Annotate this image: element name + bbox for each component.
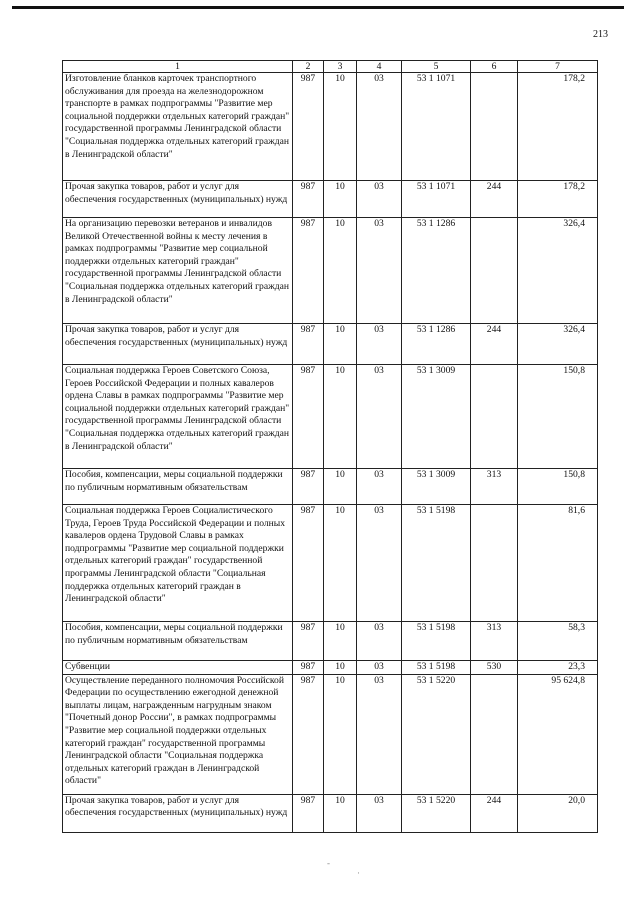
- table-row: [63, 794, 598, 832]
- code-cell-2: 987: [293, 324, 324, 365]
- item-description: Социальная поддержка Героев Социалистического Труда, Героев Труда Российской Федерации и полных кавалеров ордена Трудовой Славы в рамках подпрограммы "Развитие мер социальной поддержки отдельных категорий граждан" государственной программы Ленинградской области "Социальная поддержка отдельных категорий граждан в Ленинградской области": [63, 505, 293, 622]
- amount-cell: 58,3: [518, 622, 598, 661]
- code-cell-6: 244: [471, 324, 518, 365]
- code-cell-4: 03: [357, 365, 402, 469]
- code-cell-5: 53 1 1286: [402, 218, 471, 324]
- code-cell-5: 53 1 5220: [402, 674, 471, 794]
- code-cell-3: 10: [324, 674, 357, 794]
- code-cell-6: 313: [471, 469, 518, 505]
- header-cell: 7: [518, 61, 598, 73]
- item-description: Прочая закупка товаров, работ и услуг для обеспечения государственных (муниципальных) нужд: [63, 794, 293, 832]
- amount-cell: 178,2: [518, 73, 598, 181]
- code-cell-6: 244: [471, 181, 518, 218]
- code-cell-2: 987: [293, 73, 324, 181]
- budget-table: [62, 60, 598, 833]
- header-cell: 4: [357, 61, 402, 73]
- top-rule: [12, 6, 624, 9]
- table-row: [63, 469, 598, 505]
- code-cell-3: 10: [324, 469, 357, 505]
- table-row: [63, 218, 598, 324]
- code-cell-6: 530: [471, 661, 518, 675]
- code-cell-3: 10: [324, 181, 357, 218]
- code-cell-2: 987: [293, 365, 324, 469]
- amount-cell: 23,3: [518, 661, 598, 675]
- code-cell-2: 987: [293, 674, 324, 794]
- code-cell-5: 53 1 3009: [402, 365, 471, 469]
- code-cell-5: 53 1 5198: [402, 622, 471, 661]
- page-number: 213: [593, 29, 608, 40]
- table-row: [63, 324, 598, 365]
- table-row: [63, 73, 598, 181]
- amount-cell: 150,8: [518, 469, 598, 505]
- code-cell-2: 987: [293, 622, 324, 661]
- code-cell-4: 03: [357, 181, 402, 218]
- code-cell-6: 244: [471, 794, 518, 832]
- amount-cell: 326,4: [518, 324, 598, 365]
- code-cell-2: 987: [293, 218, 324, 324]
- code-cell-3: 10: [324, 505, 357, 622]
- item-description: Субвенции: [63, 661, 293, 675]
- code-cell-6: [471, 218, 518, 324]
- code-cell-3: 10: [324, 324, 357, 365]
- item-description: Пособия, компенсации, меры социальной поддержки по публичным нормативным обязательствам: [63, 622, 293, 661]
- code-cell-4: 03: [357, 622, 402, 661]
- amount-cell: 150,8: [518, 365, 598, 469]
- code-cell-5: 53 1 1071: [402, 181, 471, 218]
- code-cell-6: [471, 505, 518, 622]
- code-cell-4: 03: [357, 661, 402, 675]
- table-row: [63, 674, 598, 794]
- code-cell-3: 10: [324, 661, 357, 675]
- header-cell: 3: [324, 61, 357, 73]
- code-cell-6: [471, 674, 518, 794]
- header-cell: 2: [293, 61, 324, 73]
- amount-cell: 326,4: [518, 218, 598, 324]
- code-cell-2: 987: [293, 661, 324, 675]
- code-cell-4: 03: [357, 505, 402, 622]
- scan-mark: ‐: [327, 858, 330, 868]
- header-cell: 1: [63, 61, 293, 73]
- code-cell-4: 03: [357, 794, 402, 832]
- code-cell-5: 53 1 5198: [402, 661, 471, 675]
- code-cell-3: 10: [324, 73, 357, 181]
- code-cell-2: 987: [293, 505, 324, 622]
- header-cell: 5: [402, 61, 471, 73]
- code-cell-5: 53 1 5198: [402, 505, 471, 622]
- header-row: [63, 61, 598, 73]
- header-cell: 6: [471, 61, 518, 73]
- item-description: Осуществление переданного полномочия Российской Федерации по осуществлению ежегодной денежной выплаты лицам, награжденным нагрудным знаком "Почетный донор России", в рамках подпрограммы "Развитие мер социальной поддержки отдельных категорий граждан" государственной программы Ленинградской области "Социальная поддержка отдельных категорий граждан в Ленинградской области": [63, 674, 293, 794]
- code-cell-4: 03: [357, 73, 402, 181]
- code-cell-2: 987: [293, 469, 324, 505]
- code-cell-4: 03: [357, 674, 402, 794]
- table-row: [63, 365, 598, 469]
- code-cell-5: 53 1 1286: [402, 324, 471, 365]
- code-cell-5: 53 1 3009: [402, 469, 471, 505]
- amount-cell: 95 624,8: [518, 674, 598, 794]
- amount-cell: 178,2: [518, 181, 598, 218]
- item-description: Прочая закупка товаров, работ и услуг для обеспечения государственных (муниципальных) нужд: [63, 181, 293, 218]
- amount-cell: 20,0: [518, 794, 598, 832]
- scan-mark: ·: [357, 868, 360, 878]
- table-row: [63, 622, 598, 661]
- code-cell-3: 10: [324, 622, 357, 661]
- code-cell-5: 53 1 1071: [402, 73, 471, 181]
- table-row: [63, 661, 598, 675]
- code-cell-4: 03: [357, 324, 402, 365]
- code-cell-6: 313: [471, 622, 518, 661]
- code-cell-6: [471, 365, 518, 469]
- code-cell-4: 03: [357, 469, 402, 505]
- item-description: Изготовление бланков карточек транспортного обслуживания для проезда на железнодорожном транспорте в рамках подпрограммы "Развитие мер социальной поддержки отдельных категорий граждан" государственной программы Ленинградской области "Социальная поддержка отдельных категорий граждан в Ленинградской области": [63, 73, 293, 181]
- code-cell-4: 03: [357, 218, 402, 324]
- item-description: Пособия, компенсации, меры социальной поддержки по публичным нормативным обязательствам: [63, 469, 293, 505]
- item-description: Социальная поддержка Героев Советского Союза, Героев Российской Федерации и полных кавалеров ордена Славы в рамках подпрограммы "Развитие мер социальной поддержки отдельных категорий граждан" государственной программы Ленинградской области "Социальная поддержка отдельных категорий граждан в Ленинградской области": [63, 365, 293, 469]
- code-cell-5: 53 1 5220: [402, 794, 471, 832]
- code-cell-3: 10: [324, 365, 357, 469]
- code-cell-3: 10: [324, 794, 357, 832]
- table-row: [63, 505, 598, 622]
- table-row: [63, 181, 598, 218]
- code-cell-3: 10: [324, 218, 357, 324]
- amount-cell: 81,6: [518, 505, 598, 622]
- item-description: Прочая закупка товаров, работ и услуг для обеспечения государственных (муниципальных) нужд: [63, 324, 293, 365]
- code-cell-2: 987: [293, 181, 324, 218]
- code-cell-2: 987: [293, 794, 324, 832]
- code-cell-6: [471, 73, 518, 181]
- item-description: На организацию перевозки ветеранов и инвалидов Великой Отечественной войны к месту лечения в рамках подпрограммы "Развитие мер социальной поддержки отдельных категорий граждан" государственной программы Ленинградской области "Социальная поддержка отдельных категорий граждан в Ленинградской области": [63, 218, 293, 324]
